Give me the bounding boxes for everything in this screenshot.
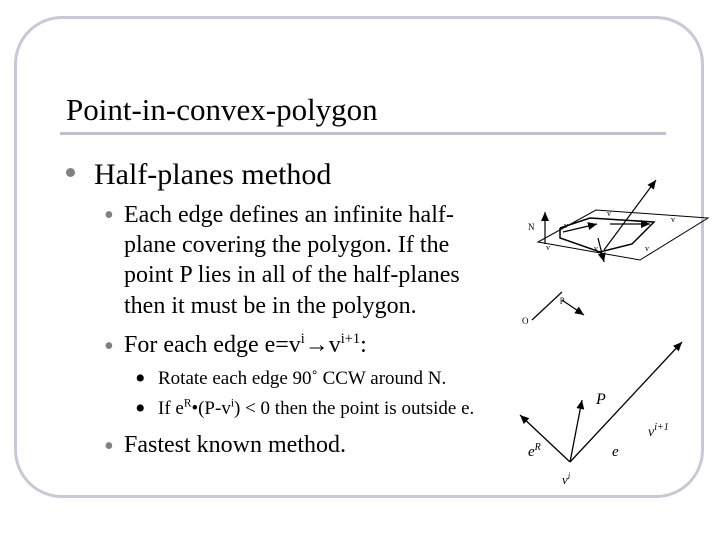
er-label: $e^R$ <box>528 442 541 460</box>
fastest-method: Fastest known method. <box>124 432 346 458</box>
sub-line-3: point P lies in all of the half-planes <box>124 262 460 288</box>
half-plane-diagram <box>522 180 708 326</box>
sub-line-1: Each edge defines an infinite half- <box>124 202 454 228</box>
step-dot: • <box>135 362 146 395</box>
origin-to-plane-line <box>532 292 562 320</box>
sub-bullet-dot: • <box>104 331 114 362</box>
slide-title: Point-in-convex-polygon <box>66 92 378 127</box>
vertex-label: v <box>607 209 611 218</box>
bullet-half-planes: Half-planes method <box>94 158 332 191</box>
sub-bullet-dot: • <box>104 431 114 462</box>
vi-label: $v^i$ <box>562 471 571 487</box>
vertex-label: v <box>594 244 598 253</box>
edge-e-arrow <box>570 342 682 462</box>
point-label: p <box>560 294 565 304</box>
sub-line-4: then it must be in the polygon. <box>124 293 417 319</box>
edge-normal-arrow <box>604 180 656 250</box>
step-dot: • <box>135 392 146 425</box>
point-p-label: P <box>596 391 606 408</box>
vertex-label: v <box>671 215 675 224</box>
for-each-edge-line: For each edge $e=v^i\to v^{i+1}$: <box>124 331 367 358</box>
edge-test-diagram <box>520 342 682 487</box>
vi1-label: $v^{i+1}$ <box>648 422 669 440</box>
point-vector-arrow <box>570 400 582 462</box>
vertex-label: v <box>564 221 568 230</box>
edge-e-label: e <box>612 444 619 460</box>
normal-label: N <box>528 222 535 232</box>
step-if: If $e^R•(P-v^i) < 0$ then the point is outside e. <box>158 397 475 419</box>
vertex-label: v <box>546 243 550 252</box>
plane-outline <box>538 210 708 260</box>
sub-line-2: plane covering the polygon. If the <box>124 232 450 258</box>
origin-label: O <box>522 316 529 326</box>
vertex-label: v <box>645 244 649 253</box>
point-arrow <box>562 300 584 315</box>
step-rotate: Rotate each edge 90˚ CCW around N. <box>158 368 447 389</box>
edge-arrow <box>598 238 604 262</box>
sub-bullet-dot: • <box>104 200 114 231</box>
